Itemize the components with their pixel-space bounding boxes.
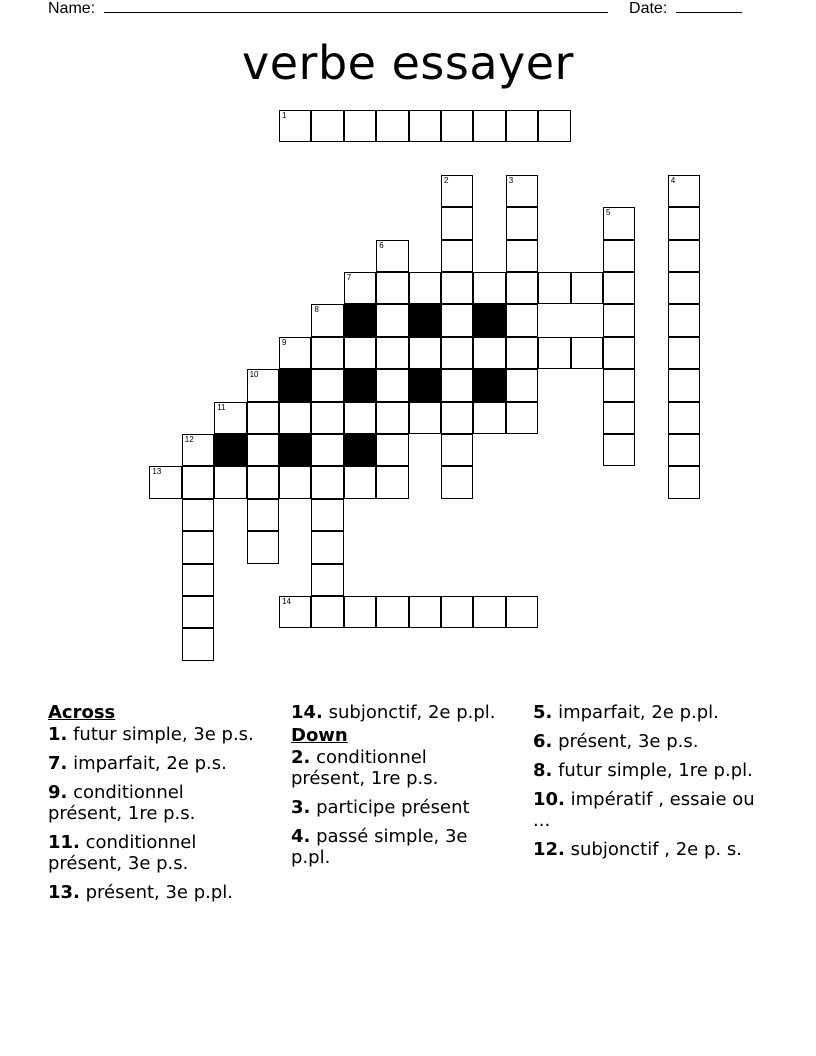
clue-item: [291, 826, 506, 868]
date-label: Date:: [629, 0, 668, 17]
clue-text: présent, 3e p.pl.: [79, 882, 234, 903]
black-square: [344, 369, 376, 401]
grid-cell[interactable]: [279, 402, 311, 434]
clue-text: subjonctif , 2e p. s.: [564, 839, 742, 860]
clue-number: 12.: [533, 839, 565, 860]
clue-item: [48, 753, 263, 774]
black-square: [409, 304, 441, 336]
grid-cell[interactable]: [571, 272, 603, 304]
grid-cell[interactable]: [311, 369, 343, 401]
grid-cell[interactable]: [409, 402, 441, 434]
grid-cell[interactable]: [214, 402, 246, 434]
grid-cell[interactable]: [506, 240, 538, 272]
grid-cell[interactable]: [506, 110, 538, 142]
grid-cell[interactable]: [182, 531, 214, 563]
grid-cell[interactable]: [344, 337, 376, 369]
grid-cell[interactable]: [376, 337, 408, 369]
clue-text: conditionnel présent, 1re p.s.: [291, 747, 439, 789]
grid-cell[interactable]: [668, 434, 700, 466]
grid-cell[interactable]: [344, 596, 376, 628]
grid-cell[interactable]: [441, 402, 473, 434]
clue-number: 10.: [533, 789, 565, 810]
grid-cell[interactable]: [441, 304, 473, 336]
grid-cell[interactable]: [603, 272, 635, 304]
clue-number: 8: [314, 305, 319, 315]
grid-cell[interactable]: [506, 337, 538, 369]
clue-text: imparfait, 2e p.pl.: [552, 702, 719, 723]
grid-cell[interactable]: [182, 596, 214, 628]
grid-cell[interactable]: [376, 240, 408, 272]
clue-number: 5.: [533, 702, 553, 723]
grid-cell[interactable]: [149, 466, 181, 498]
clues-column-2: [291, 702, 506, 876]
clue-number: 14.: [291, 702, 323, 723]
clues-column-3: [533, 702, 758, 868]
grid-cell[interactable]: [506, 272, 538, 304]
black-square: [473, 304, 505, 336]
grid-cell[interactable]: [376, 596, 408, 628]
grid-cell[interactable]: [311, 110, 343, 142]
grid-cell[interactable]: [506, 402, 538, 434]
grid-cell[interactable]: [344, 466, 376, 498]
grid-cell[interactable]: [441, 466, 473, 498]
clue-text: imparfait, 2e p.s.: [67, 753, 227, 774]
clue-item: [48, 882, 263, 903]
down-clues-list: [291, 747, 506, 868]
grid-cell[interactable]: [247, 531, 279, 563]
grid-cell[interactable]: [473, 337, 505, 369]
grid-cell[interactable]: [506, 596, 538, 628]
grid-cell[interactable]: [603, 402, 635, 434]
clue-item: [533, 839, 758, 860]
grid-cell[interactable]: [182, 499, 214, 531]
grid-cell[interactable]: [668, 466, 700, 498]
grid-cell[interactable]: [668, 402, 700, 434]
clue-number: 4: [670, 175, 676, 185]
grid-cell[interactable]: [668, 369, 700, 401]
clue-number: 7.: [48, 753, 68, 774]
clue-number: 1: [282, 111, 287, 120]
black-square: [279, 369, 311, 401]
clue-number: 11: [217, 402, 226, 412]
grid-cell[interactable]: [603, 207, 635, 239]
grid-cell[interactable]: [311, 337, 343, 369]
grid-cell[interactable]: [311, 596, 343, 628]
grid-cell[interactable]: [441, 337, 473, 369]
across-heading: Across: [48, 702, 116, 723]
grid-cell[interactable]: [668, 337, 700, 369]
grid-cell[interactable]: [279, 110, 311, 142]
grid-cell[interactable]: [441, 434, 473, 466]
grid-cell[interactable]: [441, 110, 473, 142]
grid-cell[interactable]: [247, 369, 279, 401]
clue-text: conditionnel présent, 3e p.s.: [48, 832, 197, 874]
grid-cell[interactable]: [247, 499, 279, 531]
grid-cell[interactable]: [409, 110, 441, 142]
grid-cell[interactable]: [441, 369, 473, 401]
clue-number: 5: [606, 208, 611, 218]
grid-cell[interactable]: [279, 337, 311, 369]
name-label: Name:: [48, 0, 96, 17]
grid-cell[interactable]: [409, 596, 441, 628]
clue-number: 2: [444, 175, 449, 185]
grid-cell[interactable]: [311, 466, 343, 498]
clue-item: [291, 702, 506, 723]
grid-cell[interactable]: [603, 434, 635, 466]
clue-number: 9: [282, 337, 287, 347]
grid-cell[interactable]: [603, 304, 635, 336]
clue-number: 8.: [533, 760, 553, 781]
clue-number: 2.: [291, 747, 311, 768]
grid-cell[interactable]: [538, 337, 570, 369]
black-square: [214, 434, 246, 466]
grid-cell[interactable]: [473, 110, 505, 142]
grid-cell[interactable]: [182, 628, 214, 660]
clue-number: 6: [379, 240, 384, 250]
grid-cell[interactable]: [311, 304, 343, 336]
clue-text: impératif , essaie ou ...: [533, 789, 755, 831]
grid-cell[interactable]: [506, 304, 538, 336]
grid-cell[interactable]: [506, 175, 538, 207]
down-heading: Down: [291, 725, 348, 746]
clues-column-1: [48, 702, 263, 911]
clue-number: 13: [152, 467, 162, 477]
grid-cell[interactable]: [376, 402, 408, 434]
clue-item: [48, 782, 263, 824]
clue-item: [533, 760, 758, 781]
grid-cell[interactable]: [344, 110, 376, 142]
grid-cell[interactable]: [473, 596, 505, 628]
grid-cell[interactable]: [409, 272, 441, 304]
grid-cell[interactable]: [376, 304, 408, 336]
clue-item: [533, 789, 758, 831]
clue-number: 3.: [291, 797, 311, 818]
across-clues-list-continued: [291, 702, 506, 723]
grid-cell[interactable]: [311, 434, 343, 466]
grid-cell[interactable]: [311, 499, 343, 531]
clue-item: [291, 797, 506, 818]
page-title: verbe essayer: [242, 36, 574, 90]
grid-cell[interactable]: [668, 304, 700, 336]
clue-text: présent, 3e p.s.: [552, 731, 699, 752]
black-square: [409, 369, 441, 401]
clue-number: 12: [184, 435, 194, 444]
clue-text: futur simple, 1re p.pl.: [552, 760, 753, 781]
grid-cell[interactable]: [376, 434, 408, 466]
grid-cell[interactable]: [441, 272, 473, 304]
grid-cell[interactable]: [279, 466, 311, 498]
grid-cell[interactable]: [603, 240, 635, 272]
grid-cell[interactable]: [376, 466, 408, 498]
grid-cell[interactable]: [214, 466, 246, 498]
grid-cell[interactable]: [538, 110, 570, 142]
clue-text: conditionnel présent, 1re p.s.: [48, 782, 196, 824]
clue-text: subjonctif, 2e p.pl.: [322, 702, 496, 723]
grid-cell[interactable]: [344, 272, 376, 304]
clue-number: 6.: [533, 731, 553, 752]
black-square: [344, 304, 376, 336]
grid-cell[interactable]: [668, 240, 700, 272]
grid-cell[interactable]: [668, 175, 700, 207]
clue-number: 11.: [48, 832, 80, 853]
clue-item: [48, 724, 263, 745]
clue-number: 10: [249, 370, 259, 380]
grid-cell[interactable]: [376, 110, 408, 142]
grid-cell[interactable]: [473, 402, 505, 434]
clue-number: 13.: [48, 882, 80, 903]
grid-cell[interactable]: [441, 175, 473, 207]
black-square: [473, 369, 505, 401]
grid-cell[interactable]: [668, 207, 700, 239]
black-square: [344, 434, 376, 466]
clue-item: [291, 747, 506, 789]
grid-cell[interactable]: [311, 531, 343, 563]
clue-number: 7: [346, 273, 352, 282]
grid-cell[interactable]: [441, 596, 473, 628]
clue-item: [533, 731, 758, 752]
grid-cell[interactable]: [603, 369, 635, 401]
clue-text: futur simple, 3e p.s.: [67, 724, 254, 745]
grid-cell[interactable]: [441, 240, 473, 272]
grid-cell[interactable]: [311, 402, 343, 434]
grid-cell[interactable]: [311, 564, 343, 596]
clue-number: 14: [282, 597, 291, 606]
grid-cell[interactable]: [247, 402, 279, 434]
clue-item: [533, 702, 758, 723]
grid-cell[interactable]: [571, 337, 603, 369]
clue-text: participe présent: [310, 797, 470, 818]
grid-cell[interactable]: [182, 434, 214, 466]
grid-cell[interactable]: [506, 207, 538, 239]
clue-text: passé simple, 3e p.pl.: [291, 826, 468, 868]
clue-number: 1.: [48, 724, 68, 745]
grid-cell[interactable]: [603, 337, 635, 369]
clue-item: [48, 832, 263, 874]
down-clues-list-continued: [533, 702, 758, 860]
grid-cell[interactable]: [409, 337, 441, 369]
black-square: [279, 434, 311, 466]
clue-number: 9.: [48, 782, 68, 803]
grid-cell[interactable]: [668, 272, 700, 304]
clue-number: 4.: [291, 826, 311, 847]
grid-cell[interactable]: [344, 402, 376, 434]
grid-cell[interactable]: [182, 564, 214, 596]
clue-number: 3: [508, 175, 514, 185]
grid-cell[interactable]: [376, 369, 408, 401]
grid-cell[interactable]: [182, 466, 214, 498]
grid-cell[interactable]: [247, 466, 279, 498]
across-clues-list: [48, 724, 263, 903]
grid-cell[interactable]: [376, 272, 408, 304]
grid-cell[interactable]: [473, 272, 505, 304]
grid-cell[interactable]: [279, 596, 311, 628]
grid-cell[interactable]: [441, 207, 473, 239]
grid-cell[interactable]: [506, 369, 538, 401]
grid-cell[interactable]: [538, 272, 570, 304]
grid-cell[interactable]: [247, 434, 279, 466]
